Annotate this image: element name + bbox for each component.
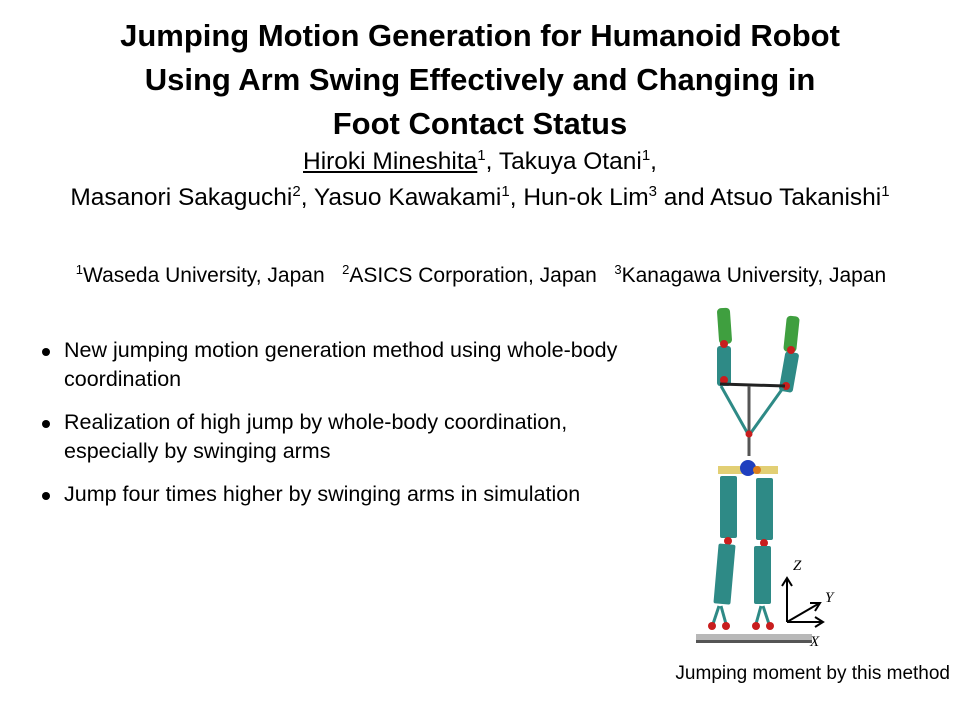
author-affil-mark: 2 xyxy=(292,182,301,200)
affil-number: 2 xyxy=(342,262,350,277)
title-line-3: Foot Contact Status xyxy=(332,106,628,141)
bullet-text: New jumping motion generation method using whole-body coordination xyxy=(64,338,618,391)
list-item xyxy=(40,480,620,509)
author-separator: and xyxy=(656,184,711,211)
affil-number: 3 xyxy=(614,262,622,277)
author-name: Atsuo Takanishi xyxy=(710,184,882,211)
key-points-list xyxy=(40,336,620,523)
list-item xyxy=(40,408,620,466)
right-heel-contact xyxy=(766,622,774,630)
ground-plate xyxy=(696,634,812,640)
shoulder-bar xyxy=(720,384,785,386)
right-upper-arm xyxy=(750,388,783,434)
bullet-dot-icon xyxy=(42,420,50,428)
left-toe-contact xyxy=(708,622,716,630)
hip-marker xyxy=(753,466,761,474)
author-name: Yasuo Kawakami xyxy=(313,184,502,211)
author-name: Hiroki Mineshita xyxy=(303,148,478,175)
author-affil-mark: 1 xyxy=(477,146,486,164)
right-toe-link xyxy=(756,606,761,624)
z-axis-label: Z xyxy=(793,558,802,574)
author-affil-mark: 1 xyxy=(501,182,510,200)
robot-figure xyxy=(690,306,840,650)
left-toe-link xyxy=(713,606,719,624)
author-affil-mark: 1 xyxy=(881,182,890,200)
author-list xyxy=(10,144,950,216)
affiliation-list xyxy=(6,260,956,291)
affil-number: 1 xyxy=(75,262,84,277)
author-separator: , xyxy=(650,148,657,175)
author-affil-mark: 3 xyxy=(648,182,657,200)
right-knee-joint xyxy=(760,539,768,547)
author-separator: , xyxy=(300,184,314,211)
right-shank xyxy=(754,546,771,604)
bullet-text: Realization of high jump by whole-body coordination, especially by swinging arms xyxy=(64,410,568,463)
robot-illustration xyxy=(696,308,812,643)
author-separator: , xyxy=(509,184,524,211)
author-separator: , xyxy=(485,148,499,175)
y-axis-line xyxy=(787,604,818,622)
title-line-1: Jumping Motion Generation for Humanoid Robot xyxy=(120,18,840,53)
chest-joint xyxy=(746,431,753,438)
right-wrist-joint xyxy=(787,346,795,354)
affil-text: Kanagawa University, Japan xyxy=(621,264,887,287)
left-hand xyxy=(717,308,732,345)
affil-text: ASICS Corporation, Japan xyxy=(349,264,597,287)
left-upper-arm xyxy=(721,386,748,434)
left-heel-link xyxy=(721,606,726,624)
bullet-dot-icon xyxy=(42,492,50,500)
left-wrist-joint xyxy=(720,340,728,348)
affil-text: Waseda University, Japan xyxy=(83,264,325,287)
y-axis-label: Y xyxy=(825,590,834,606)
left-knee-joint xyxy=(724,537,732,545)
slide-title xyxy=(20,14,940,146)
right-toe-contact xyxy=(752,622,760,630)
x-axis-label: X xyxy=(810,634,820,650)
figure-caption: Jumping moment by this method xyxy=(675,663,950,684)
author-name: Hun-ok Lim xyxy=(523,184,649,211)
bullet-dot-icon xyxy=(42,348,50,356)
author-name: Masanori Sakaguchi xyxy=(70,184,293,211)
coordinate-axes xyxy=(782,578,823,627)
list-item xyxy=(40,336,620,394)
left-heel-contact xyxy=(722,622,730,630)
left-thigh xyxy=(720,476,737,538)
left-shank xyxy=(713,543,735,604)
author-name: Takuya Otani xyxy=(498,148,642,175)
ground-plate-edge xyxy=(696,640,812,643)
author-affil-mark: 1 xyxy=(641,146,651,164)
right-thigh xyxy=(756,478,773,540)
right-heel-link xyxy=(763,606,769,624)
title-line-2: Using Arm Swing Effectively and Changing in xyxy=(144,62,816,97)
bullet-text: Jump four times higher by swinging arms in simulation xyxy=(64,482,581,506)
